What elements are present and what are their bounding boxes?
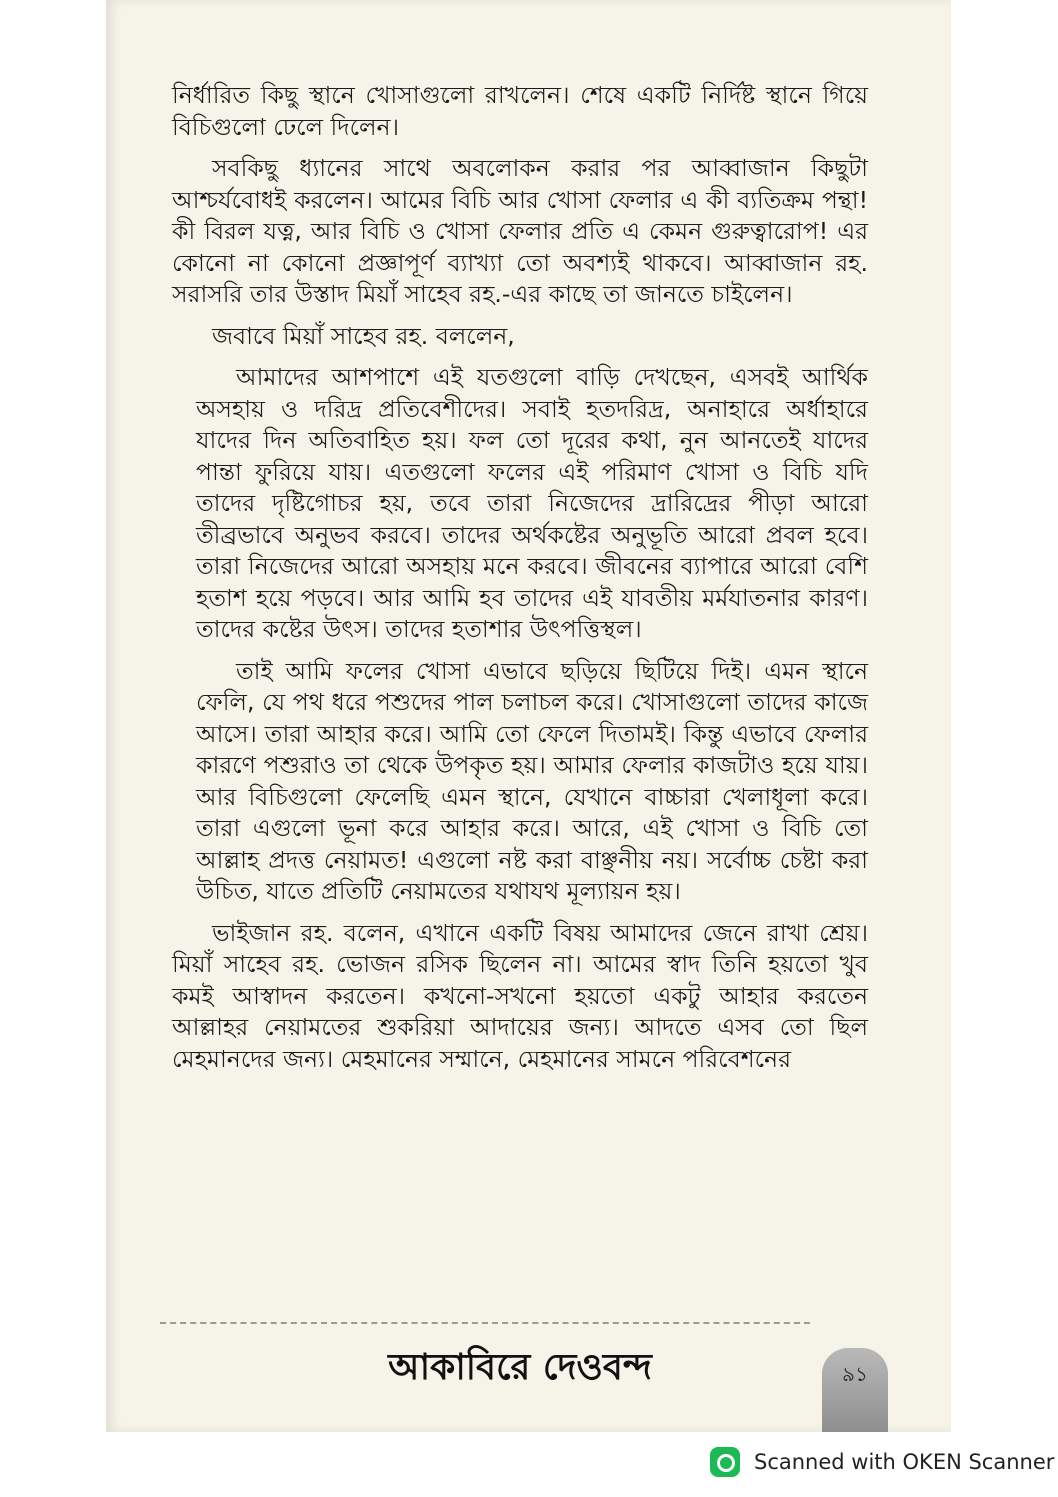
page-body-text [172,80,868,1085]
paragraph: সবকিছু ধ্যানের সাথে অবলোকন করার পর আব্বাজান কিছুটা আশ্চর্যবোধই করলেন। আমের বিচি আর খোসা ফেলার এ কী ব্যতিক্রম পন্থা! কী বিরল যত্ন, আর বিচি ও খোসা ফেলার প্রতি এ কেমন গুরুত্বারোপ! এর কোনো না কোনো প্রজ্ঞাপূর্ণ ব্যাখ্যা তো অবশ্যই থাকবে। আব্বাজান রহ. সরাসরি তার উস্তাদ মিয়াঁ সাহেব রহ.-এর কাছে তা জানতে চাইলেন। [172,154,868,308]
paragraph: জবাবে মিয়াঁ সাহেব রহ. বললেন, [212,321,515,350]
page-gutter-left [0,0,106,1432]
page-number-tab [822,1348,888,1432]
paragraph: ভাইজান রহ. বলেন, এখানে একটি বিষয় আমাদের জেনে রাখা শ্রেয়। মিয়াঁ সাহেব রহ. ভোজন রসিক ছিলেন না। আমের স্বাদ তিনি হয়তো খুব কমই আস্বাদন করতেন। কখনো-সখনো হয়তো একটু আহার করতেন আল্লাহর নেয়ামতের শুকরিয়া আদায়ের জন্য। আদতে এসব তো ছিল মেহমানদের জন্য। মেহমানের সম্মানে, মেহমানের সামনে পরিবেশনের [172,918,868,1073]
paragraph: নির্ধারিত কিছু স্থানে খোসাগুলো রাখলেন। শেষে একটি নির্দিষ্ট স্থানে গিয়ে বিচিগুলো ঢেলে দিলেন। [172,81,868,141]
page-number: ৯১ [842,1362,868,1386]
footer-divider [160,1322,810,1324]
quote-paragraph: তাই আমি ফলের খোসা এভাবে ছড়িয়ে ছিটিয়ে দিই। এমন স্থানে ফেলি, যে পথ ধরে পশুদের পাল চলাচল করে। খোসাগুলো তাদের কাজে আসে। তারা আহার করে। আমি তো ফেলে দিতামই। কিন্তু এভাবে ফেলার কারণে পশুরাও তা থেকে উপকৃত হয়। আমার ফেলার কাজটাও হয়ে যায়। আর বিচিগুলো ফেলেছি এমন স্থানে, যেখানে বাচ্চারা খেলাধূলা করে। তারা এগুলো ভূনা করে আহার করে। আরে, এই খোসা ও বিচি তো আল্লাহ প্রদত্ত নেয়ামত! এগুলো নষ্ট করা বাঞ্ছনীয় নয়। সর্বোচ্চ চেষ্টা করা উচিত, যাতে প্রতিটি নেয়ামতের যথাযথ মূল্যায়ন হয়। [196,656,868,905]
page-edge-right [951,0,1058,1432]
quote-paragraph: আমাদের আশপাশে এই যতগুলো বাড়ি দেখছেন, এসবই আর্থিক অসহায় ও দরিদ্র প্রতিবেশীদের। সবাই হতদরিদ্র, অনাহারে অর্ধাহারে যাদের দিন অতিবাহিত হয়। ফল তো দূরের কথা, নুন আনতেই যাদের পান্তা ফুরিয়ে যায়। এতগুলো ফলের এই পরিমাণ খোসা ও বিচি যদি তাদের দৃষ্টিগোচর হয়, তবে তারা নিজেদের দ্রারিদ্রের পীড়া আরো তীব্রভাবে অনুভব করবে। তাদের অর্থকষ্টের অনুভূতি আরো প্রবল হবে। তারা নিজেদের আরো অসহায় মনে করবে। জীবনের ব্যাপারে আরো বেশি হতাশ হয়ে পড়বে। আর আমি হব তাদের এই যাবতীয় মর্মযাতনার কারণ। তাদের কষ্টের উৎস। তাদের হতাশার উৎপত্তিস্থল। [196,363,868,643]
scanner-watermark [710,1444,1054,1480]
book-title: আকাবিরে দেওবন্দ [388,1346,652,1388]
scanner-logo-icon [710,1447,740,1477]
scanner-label: Scanned with OKEN Scanner [754,1450,1055,1474]
